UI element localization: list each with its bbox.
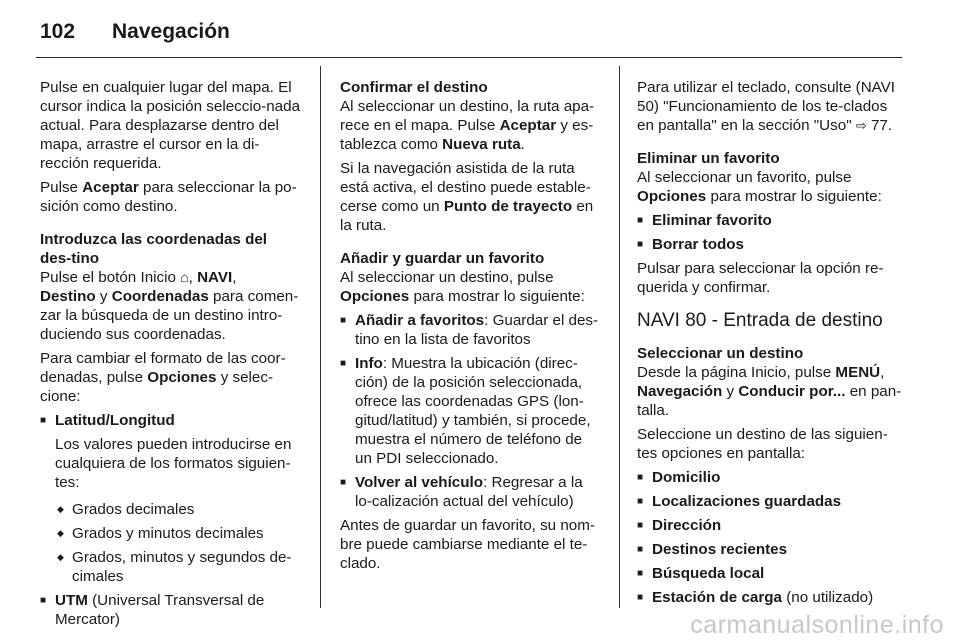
paragraph: Para cambiar el formato de las coor-denadas, pulse Opciones y selec-cione:	[40, 350, 286, 405]
page-number: 102	[40, 20, 76, 43]
list-item: ■ Borrar todos	[637, 235, 902, 254]
column-2	[340, 78, 603, 578]
sub-list-item: ◆ Grados y minutos decimales	[56, 524, 302, 543]
subheading-select: Seleccionar un destino	[637, 345, 804, 362]
sub-list-item: ◆ Grados decimales	[56, 500, 302, 519]
header-rule	[36, 57, 902, 58]
subheading-favorite: Añadir y guardar un favorito	[340, 250, 545, 267]
paragraph: Antes de guardar un favorito, su nom-bre puede cambiarse mediante el te-clado.	[340, 517, 595, 572]
paragraph: Seleccione un destino de las siguien-tes opciones en pantalla:	[637, 426, 888, 462]
list-item-description: Los valores pueden introducirse en cualquiera de los formatos siguien-tes:	[55, 436, 292, 491]
list-item: ■ Dirección	[637, 516, 902, 535]
subheading-delete: Eliminar un favorito	[637, 150, 780, 167]
watermark: carmanualsonline.info	[690, 611, 944, 639]
list-item: ■ Destinos recientes	[637, 540, 902, 559]
list-item: ■ Búsqueda local	[637, 564, 902, 583]
home-icon: ⌂	[180, 269, 189, 285]
list-item: ■ Localizaciones guardadas	[637, 492, 902, 511]
list-item: ■ Info: Muestra la ubicación (direc-ción) de la posición seleccionada, ofrece las coordenadas GPS (lon-gitud/latitud) y también, si procede, muestra el número de teléfono de un PDI seleccionado.	[340, 354, 603, 468]
list-item: ■ UTM (Universal Transversal de Mercator)	[40, 591, 302, 629]
list-item: ■ Volver al vehículo: Regresar a la lo-calización actual del vehículo)	[340, 473, 603, 511]
column-divider	[619, 66, 620, 608]
subheading-coordinates: Introduzca las coordenadas del des-tino	[40, 231, 268, 267]
paragraph: Al seleccionar un favorito, pulse Opciones para mostrar lo siguiente:	[637, 169, 882, 205]
column-1	[40, 78, 302, 634]
list-item: ■ Domicilio	[637, 468, 902, 487]
column-divider	[320, 66, 321, 608]
column-3	[637, 78, 902, 612]
page-reference-arrow-icon: ⇨	[855, 118, 867, 133]
paragraph: Pulse el botón Inicio ⌂, NAVI, Destino y Coordenadas para comen-zar la búsqueda de un destino intro-duciendo sus coordenadas.	[40, 269, 299, 343]
sub-list-item: ◆ Grados, minutos y segundos de-cimales	[56, 548, 302, 586]
paragraph: Si la navegación asistida de la ruta está activa, el destino puede estable-cerse como un Punto de trayecto en la ruta.	[340, 160, 594, 234]
paragraph: Pulse Aceptar para seleccionar la po-sición como destino.	[40, 179, 297, 215]
paragraph: Pulse en cualquier lugar del mapa. El cursor indica la posición seleccio-nada actual. Para desplazarse dentro del mapa, arrastre el cursor en la di-rección requerida.	[40, 79, 301, 172]
section-title: NAVI 80 - Entrada de destino	[637, 310, 883, 331]
list-item: ■ Eliminar favorito	[637, 211, 902, 230]
list-item: ■ Latitud/Longitud	[40, 411, 302, 430]
subheading-confirm: Confirmar el destino	[340, 79, 488, 96]
page-header	[40, 20, 230, 44]
page-title: Navegación	[112, 20, 230, 43]
paragraph: Al seleccionar un destino, la ruta apa-rece en el mapa. Pulse Aceptar y es-tablezca como Nueva ruta.	[340, 98, 595, 153]
paragraph: Para utilizar el teclado, consulte (NAVI 50) "Funcionamiento de los te-clados en pantalla" en la sección "Uso" ⇨ 77.	[637, 79, 896, 134]
paragraph: Desde la página Inicio, pulse MENÚ, Navegación y Conducir por... en pan-talla.	[637, 364, 902, 419]
paragraph: Pulsar para seleccionar la opción re-querida y confirmar.	[637, 260, 884, 296]
paragraph: Al seleccionar un destino, pulse Opciones para mostrar lo siguiente:	[340, 269, 585, 305]
list-item: ■ Estación de carga (no utilizado)	[637, 588, 902, 607]
list-item: ■ Añadir a favoritos: Guardar el des-tino en la lista de favoritos	[340, 311, 603, 349]
